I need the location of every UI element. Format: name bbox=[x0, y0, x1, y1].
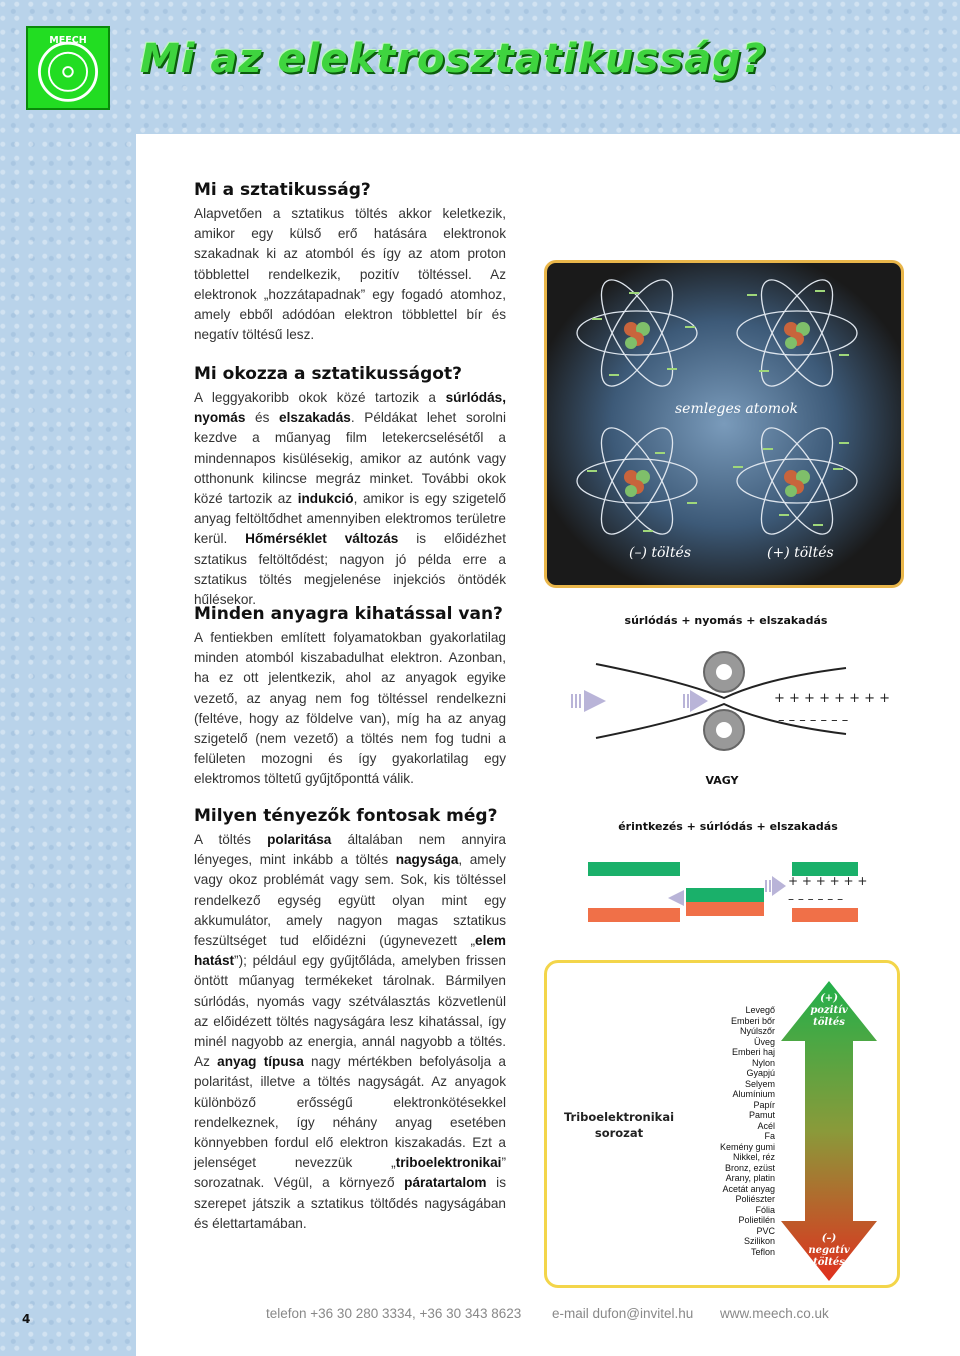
positive-charge-label: (+) töltés bbox=[767, 545, 834, 561]
material-item: Bronz, ezüst bbox=[724, 1162, 775, 1173]
material-item: Acél bbox=[757, 1120, 775, 1131]
material-item: Levegő bbox=[745, 1005, 775, 1015]
material-item: Emberi haj bbox=[731, 1047, 775, 1057]
atoms-diagram bbox=[544, 260, 904, 588]
or-label: VAGY bbox=[705, 774, 739, 787]
negative-charge-bottom: (–) negatív töltés bbox=[808, 1233, 850, 1268]
material-item: Gyapjú bbox=[746, 1068, 775, 1078]
section-heading: Mi a sztatikusság? bbox=[194, 180, 371, 200]
material-item: Nikkel, réz bbox=[732, 1152, 775, 1162]
material-item: Pamut bbox=[748, 1110, 775, 1120]
material-item: Arany, platin bbox=[725, 1173, 775, 1183]
material-item: Nyúlszőr bbox=[739, 1026, 775, 1036]
rollers-diagram bbox=[566, 642, 891, 770]
footer-website[interactable]: www.meech.co.uk bbox=[720, 1306, 829, 1321]
plus-row: + + + + + + bbox=[788, 874, 868, 888]
section-heading: Minden anyagra kihatással van? bbox=[194, 604, 503, 624]
material-item: Teflon bbox=[750, 1246, 775, 1257]
tribo-title: Triboelektronikai sorozat bbox=[563, 1110, 675, 1140]
negative-charge-label: (–) töltés bbox=[629, 545, 692, 561]
material-item: Polietilén bbox=[738, 1215, 775, 1225]
section-heading: Milyen tényezők fontosak még? bbox=[194, 806, 498, 826]
page-title: Mi az elektrosztatikusság? bbox=[140, 36, 767, 82]
material-item: Szilikon bbox=[743, 1236, 775, 1246]
svg-text:– – – – – – –: – – – – – – – bbox=[778, 713, 849, 728]
material-item: Fa bbox=[764, 1131, 775, 1141]
material-item: Emberi bőr bbox=[730, 1015, 775, 1026]
section-factors bbox=[194, 806, 506, 1234]
section-heading: Mi okozza a sztatikusságot? bbox=[194, 364, 462, 384]
material-item: Alumínium bbox=[732, 1089, 775, 1099]
svg-text:+ + + + + + + +: + + + + + + + + bbox=[774, 691, 891, 706]
footer-phone: telefon +36 30 280 3334, +36 30 343 8623 bbox=[266, 1306, 522, 1321]
section-body: A leggyakoribb okok közé tartozik a súrlódás, nyomás és elszakadás. Példákat lehet sorolni kezdve a műanyag film letekercselésétől a mindennapos kisülésekig, amikor az autónk vagy otthonunk kilincse megráz minket. További okok közé tartozik az indukció, amikor is egy szigetelő anyag feltöltődhet amennyiben elektromos területre kerül. Hőmérséklet változás is előidézhet sztatikus feltöltődést; nagyon jó példa erre a sztatikus töltés megjelenése injekciós öntödék hűlésekor. bbox=[194, 390, 506, 608]
material-item: Papír bbox=[753, 1099, 775, 1110]
material-item: Fólia bbox=[755, 1204, 775, 1215]
logo-text: MEECH bbox=[49, 35, 87, 47]
section-all-materials bbox=[194, 604, 506, 790]
material-list bbox=[665, 1005, 775, 1257]
positive-charge-top: (+) pozitív töltés bbox=[810, 993, 848, 1028]
section-what-is-static bbox=[194, 180, 506, 345]
footer-email[interactable]: e-mail dufon@invitel.hu bbox=[552, 1306, 694, 1321]
triboelectric-series bbox=[544, 960, 900, 1288]
section-body: Alapvetően a sztatikus töltés akkor keletkezik, amikor egy külső erő hatására elektronok szakadnak ki az atomból és így az atom proton többlettel rendelkezik, pozitív töltéssel. Az elektronok „hozzátapadnak” egy fogadó atomhoz, amely ebből adódóan elektron többlettel bír és negatív töltésű lesz. bbox=[194, 206, 506, 343]
friction-label: súrlódás + nyomás + elszakadás bbox=[624, 614, 828, 627]
contact-label: érintkezés + súrlódás + elszakadás bbox=[618, 820, 838, 833]
material-item: PVC bbox=[756, 1225, 775, 1236]
material-item: Kemény gumi bbox=[719, 1141, 775, 1152]
minus-row: – – – – – – bbox=[788, 892, 844, 906]
charge-arrow bbox=[779, 981, 879, 1281]
material-item: Poliészter bbox=[735, 1194, 775, 1204]
meech-logo bbox=[26, 26, 110, 110]
section-body: A töltés polaritása általában nem annyira lényeges, mint inkább a töltés nagysága, amely vagy okoz problémát vagy sem. Sok, kis töltéssel rendelkező egység együtt olyan mint egy akkumulátor, amely nagyon magas sztatikus feszültséget tud előidézni (úgynevezett „elem hatást”); például egy gyűjtőláda, amelyben frissen öntött műanyag termékeket tárolnak. Bármilyen súrlódás, nyomás vagy szétválasztás közvetlenül az előidézett töltés nagyságára lesz kihatással, így minél nagyobb az energia, annál nagyobb a töltés. Az anyag típusa nagy mértékben befolyásolja a polaritást, illetve a töltés nagyságát. Az anyagok különböző erősségű elektronkötésekkel rendelkeznek, így néhány anyag esetében könnyebben fordul elő elektron kiszakadás. Ezt a jelenséget nevezzük „triboelektronikai” sorozatnak. Végül, a környező páratartalom is szerepet játszik a sztatikus töltődés nagyságában és élettartamában. bbox=[194, 832, 506, 1231]
page-number: 4 bbox=[22, 1312, 31, 1326]
section-causes bbox=[194, 364, 506, 610]
material-item: Acetát anyag bbox=[722, 1183, 775, 1194]
section-body: A fentiekben említett folyamatokban gyakorlatilag minden atomból kiszabadulhat elektron. Azonban, ha ez ott jelentkezik, ahol az anyagok egyike vezető, az anyag nem fog töltéssel rendelkezni (feltéve, hogy az földelve van), míg ha az anyag szigetelő (nem vezető) a töltés nem fog tudni a felületen mozogni és így gyakorlatilag egy elektromos töltetű gyűjtőponttá válik. bbox=[194, 630, 506, 787]
material-item: Selyem bbox=[744, 1078, 775, 1089]
material-item: Üveg bbox=[753, 1036, 775, 1047]
contact-diagram bbox=[588, 858, 858, 924]
content-panel bbox=[136, 134, 960, 1356]
neutral-atoms-label: semleges atomok bbox=[675, 401, 798, 417]
material-item: Nylon bbox=[751, 1057, 775, 1068]
